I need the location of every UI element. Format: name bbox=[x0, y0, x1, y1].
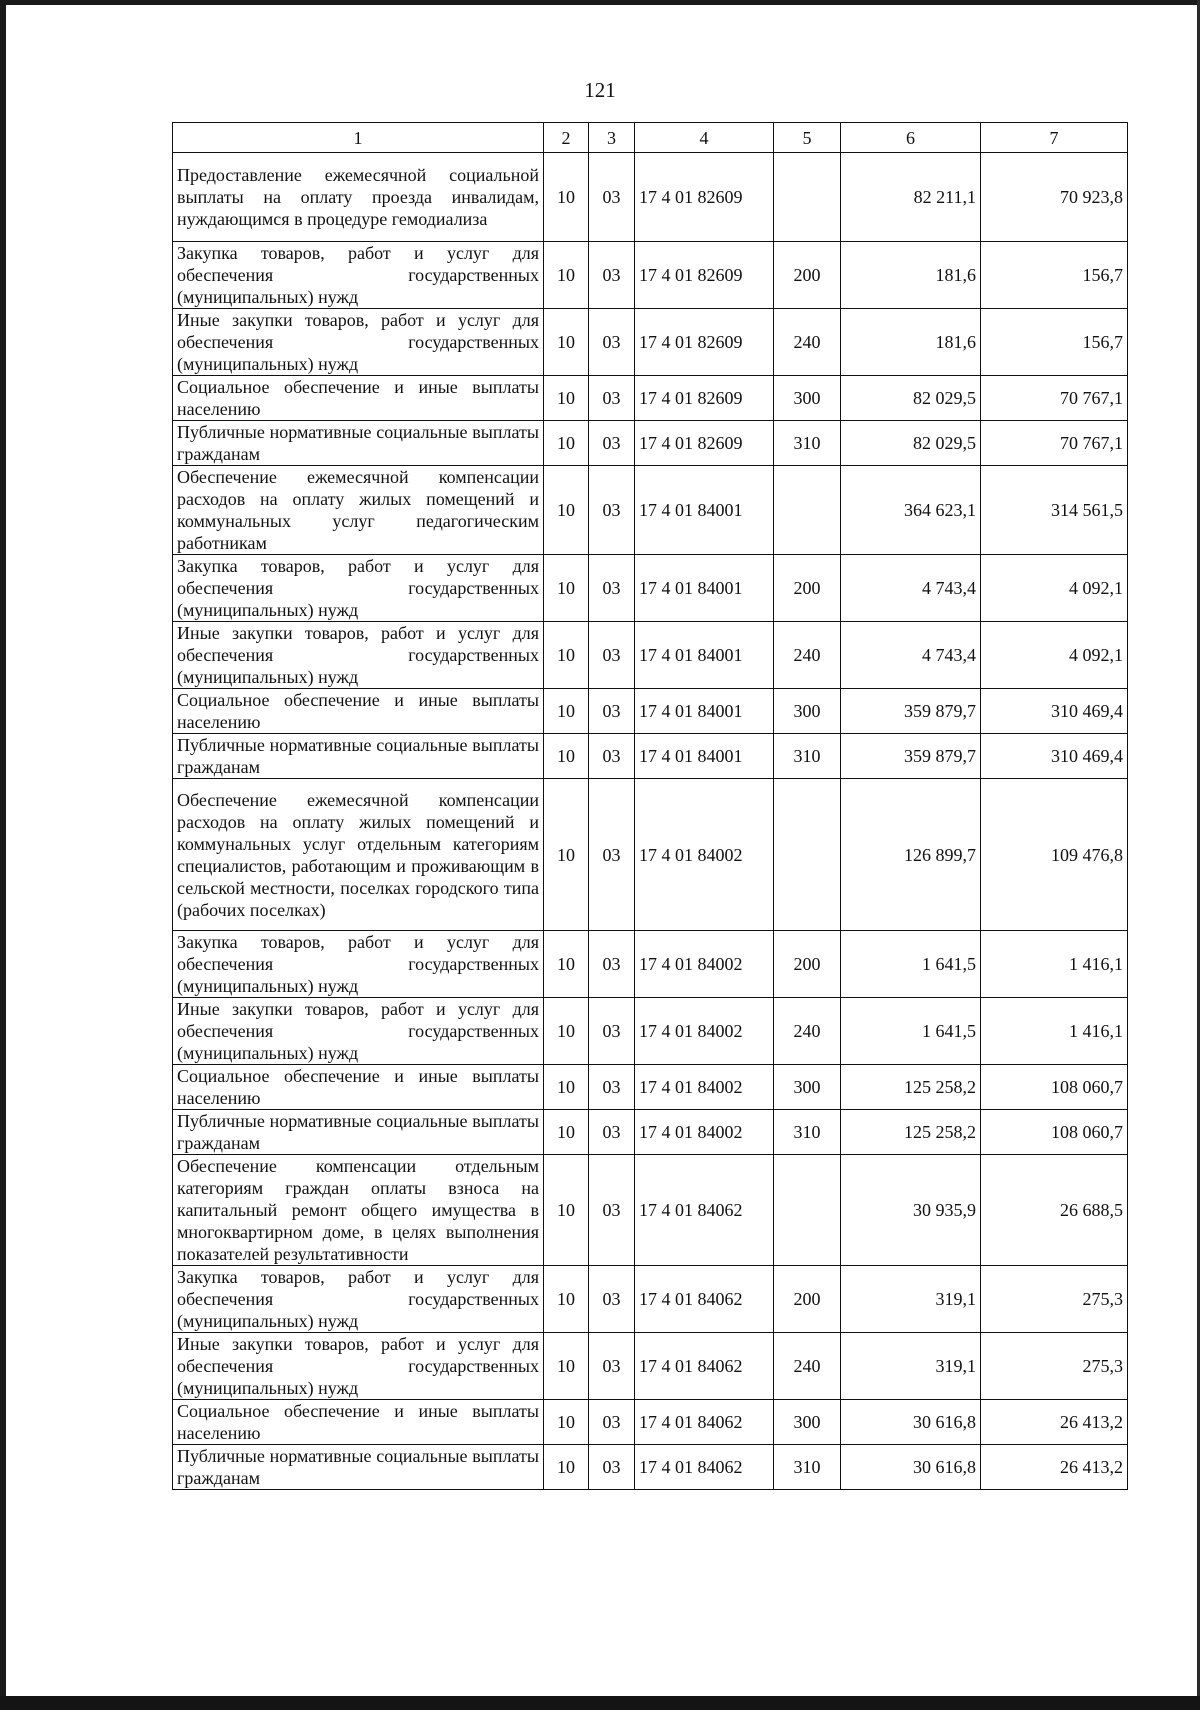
row-expense-type: 240 bbox=[774, 998, 841, 1065]
row-subsection-code: 03 bbox=[589, 779, 635, 931]
scan-edge-bottom bbox=[0, 1696, 1200, 1710]
table-row bbox=[173, 376, 1128, 421]
row-section-code: 10 bbox=[544, 622, 589, 689]
row-target-article: 17 4 01 82609 bbox=[635, 153, 774, 242]
row-target-article: 17 4 01 84001 bbox=[635, 689, 774, 734]
row-description: Публичные нормативные социальные выплаты гражданам bbox=[173, 734, 544, 779]
row-amount-col7: 26 413,2 bbox=[981, 1400, 1128, 1445]
row-subsection-code: 03 bbox=[589, 1065, 635, 1110]
table-row bbox=[173, 622, 1128, 689]
row-section-code: 10 bbox=[544, 466, 589, 555]
row-section-code: 10 bbox=[544, 153, 589, 242]
scan-edge-top bbox=[0, 0, 1200, 5]
row-description: Иные закупки товаров, работ и услуг для обеспечения государственных (муниципальных) нужд bbox=[173, 1333, 544, 1400]
row-subsection-code: 03 bbox=[589, 421, 635, 466]
row-subsection-code: 03 bbox=[589, 376, 635, 421]
row-subsection-code: 03 bbox=[589, 1445, 635, 1490]
row-amount-col7: 70 767,1 bbox=[981, 376, 1128, 421]
table-row bbox=[173, 1400, 1128, 1445]
row-subsection-code: 03 bbox=[589, 466, 635, 555]
row-target-article: 17 4 01 84062 bbox=[635, 1155, 774, 1266]
row-amount-col6: 82 029,5 bbox=[841, 376, 981, 421]
row-subsection-code: 03 bbox=[589, 689, 635, 734]
row-amount-col6: 319,1 bbox=[841, 1333, 981, 1400]
row-description: Социальное обеспечение и иные выплаты населению bbox=[173, 689, 544, 734]
row-section-code: 10 bbox=[544, 1266, 589, 1333]
table-header-row bbox=[173, 123, 1128, 153]
row-section-code: 10 bbox=[544, 998, 589, 1065]
row-amount-col7: 156,7 bbox=[981, 242, 1128, 309]
table-row bbox=[173, 421, 1128, 466]
row-description: Социальное обеспечение и иные выплаты населению bbox=[173, 376, 544, 421]
row-description: Обеспечение компенсации отдельным категориям граждан оплаты взноса на капитальный ремонт общего имущества в многоквартирном доме, в целях выполнения показателей результативности bbox=[173, 1155, 544, 1266]
header-col-7: 7 bbox=[981, 123, 1128, 153]
row-expense-type: 240 bbox=[774, 1333, 841, 1400]
row-subsection-code: 03 bbox=[589, 555, 635, 622]
row-amount-col6: 4 743,4 bbox=[841, 622, 981, 689]
row-section-code: 10 bbox=[544, 689, 589, 734]
row-target-article: 17 4 01 82609 bbox=[635, 242, 774, 309]
row-amount-col6: 30 935,9 bbox=[841, 1155, 981, 1266]
row-subsection-code: 03 bbox=[589, 1400, 635, 1445]
row-section-code: 10 bbox=[544, 1445, 589, 1490]
row-expense-type bbox=[774, 153, 841, 242]
header-col-3: 3 bbox=[589, 123, 635, 153]
row-section-code: 10 bbox=[544, 1155, 589, 1266]
row-section-code: 10 bbox=[544, 309, 589, 376]
row-description: Иные закупки товаров, работ и услуг для обеспечения государственных (муниципальных) нужд bbox=[173, 622, 544, 689]
row-amount-col6: 125 258,2 bbox=[841, 1110, 981, 1155]
row-amount-col6: 181,6 bbox=[841, 309, 981, 376]
row-description: Закупка товаров, работ и услуг для обеспечения государственных (муниципальных) нужд bbox=[173, 555, 544, 622]
row-subsection-code: 03 bbox=[589, 242, 635, 309]
row-expense-type: 300 bbox=[774, 376, 841, 421]
table-row bbox=[173, 555, 1128, 622]
row-section-code: 10 bbox=[544, 931, 589, 998]
table-row bbox=[173, 1445, 1128, 1490]
row-amount-col6: 82 211,1 bbox=[841, 153, 981, 242]
row-amount-col6: 1 641,5 bbox=[841, 931, 981, 998]
row-expense-type: 300 bbox=[774, 689, 841, 734]
row-target-article: 17 4 01 84002 bbox=[635, 1065, 774, 1110]
row-subsection-code: 03 bbox=[589, 734, 635, 779]
budget-table bbox=[172, 122, 1128, 1490]
row-amount-col7: 26 688,5 bbox=[981, 1155, 1128, 1266]
row-section-code: 10 bbox=[544, 1333, 589, 1400]
row-target-article: 17 4 01 84002 bbox=[635, 1110, 774, 1155]
row-amount-col7: 70 923,8 bbox=[981, 153, 1128, 242]
table-row bbox=[173, 309, 1128, 376]
row-description: Социальное обеспечение и иные выплаты населению bbox=[173, 1400, 544, 1445]
row-subsection-code: 03 bbox=[589, 1333, 635, 1400]
row-expense-type bbox=[774, 466, 841, 555]
table-row bbox=[173, 689, 1128, 734]
row-amount-col6: 359 879,7 bbox=[841, 689, 981, 734]
row-section-code: 10 bbox=[544, 555, 589, 622]
row-subsection-code: 03 bbox=[589, 998, 635, 1065]
table-row bbox=[173, 1065, 1128, 1110]
row-section-code: 10 bbox=[544, 1400, 589, 1445]
row-subsection-code: 03 bbox=[589, 153, 635, 242]
row-amount-col7: 4 092,1 bbox=[981, 555, 1128, 622]
row-subsection-code: 03 bbox=[589, 931, 635, 998]
row-description: Социальное обеспечение и иные выплаты населению bbox=[173, 1065, 544, 1110]
row-description: Предоставление ежемесячной социальной выплаты на оплату проезда инвалидам, нуждающимся в процедуре гемодиализа bbox=[173, 153, 544, 242]
row-expense-type: 310 bbox=[774, 421, 841, 466]
row-expense-type: 310 bbox=[774, 1110, 841, 1155]
row-description: Публичные нормативные социальные выплаты гражданам bbox=[173, 1445, 544, 1490]
row-section-code: 10 bbox=[544, 779, 589, 931]
header-col-6: 6 bbox=[841, 123, 981, 153]
row-expense-type: 240 bbox=[774, 622, 841, 689]
row-expense-type: 310 bbox=[774, 734, 841, 779]
row-expense-type: 300 bbox=[774, 1065, 841, 1110]
row-section-code: 10 bbox=[544, 376, 589, 421]
table-row bbox=[173, 734, 1128, 779]
row-amount-col7: 310 469,4 bbox=[981, 689, 1128, 734]
table-row bbox=[173, 1155, 1128, 1266]
row-subsection-code: 03 bbox=[589, 1155, 635, 1266]
row-target-article: 17 4 01 84062 bbox=[635, 1400, 774, 1445]
row-target-article: 17 4 01 84001 bbox=[635, 466, 774, 555]
row-section-code: 10 bbox=[544, 242, 589, 309]
row-target-article: 17 4 01 82609 bbox=[635, 421, 774, 466]
row-target-article: 17 4 01 84002 bbox=[635, 998, 774, 1065]
row-target-article: 17 4 01 84062 bbox=[635, 1445, 774, 1490]
row-target-article: 17 4 01 84001 bbox=[635, 555, 774, 622]
row-description: Публичные нормативные социальные выплаты гражданам bbox=[173, 421, 544, 466]
row-description: Обеспечение ежемесячной компенсации расходов на оплату жилых помещений и коммунальных услуг отдельным категориям специалистов, работающим и проживающим в сельской местности, поселках городского типа (рабочих поселках) bbox=[173, 779, 544, 931]
row-expense-type: 310 bbox=[774, 1445, 841, 1490]
row-amount-col7: 108 060,7 bbox=[981, 1065, 1128, 1110]
header-col-4: 4 bbox=[635, 123, 774, 153]
row-description: Иные закупки товаров, работ и услуг для обеспечения государственных (муниципальных) нужд bbox=[173, 309, 544, 376]
row-amount-col6: 30 616,8 bbox=[841, 1400, 981, 1445]
row-subsection-code: 03 bbox=[589, 1266, 635, 1333]
header-col-1: 1 bbox=[173, 123, 544, 153]
row-amount-col6: 82 029,5 bbox=[841, 421, 981, 466]
row-amount-col7: 314 561,5 bbox=[981, 466, 1128, 555]
row-expense-type: 200 bbox=[774, 931, 841, 998]
row-expense-type: 200 bbox=[774, 1266, 841, 1333]
row-amount-col7: 109 476,8 bbox=[981, 779, 1128, 931]
row-amount-col7: 275,3 bbox=[981, 1266, 1128, 1333]
row-target-article: 17 4 01 84001 bbox=[635, 622, 774, 689]
row-target-article: 17 4 01 82609 bbox=[635, 376, 774, 421]
row-target-article: 17 4 01 84002 bbox=[635, 931, 774, 998]
row-amount-col6: 125 258,2 bbox=[841, 1065, 981, 1110]
page-number: 121 bbox=[584, 78, 616, 102]
table-row bbox=[173, 998, 1128, 1065]
row-amount-col6: 1 641,5 bbox=[841, 998, 981, 1065]
row-expense-type: 200 bbox=[774, 242, 841, 309]
row-description: Иные закупки товаров, работ и услуг для обеспечения государственных (муниципальных) нужд bbox=[173, 998, 544, 1065]
table-row bbox=[173, 1266, 1128, 1333]
row-amount-col7: 4 092,1 bbox=[981, 622, 1128, 689]
scan-edge-left bbox=[0, 0, 6, 1710]
row-target-article: 17 4 01 84062 bbox=[635, 1333, 774, 1400]
table-row bbox=[173, 1110, 1128, 1155]
row-expense-type bbox=[774, 779, 841, 931]
row-description: Закупка товаров, работ и услуг для обеспечения государственных (муниципальных) нужд bbox=[173, 1266, 544, 1333]
header-col-5: 5 bbox=[774, 123, 841, 153]
row-description: Закупка товаров, работ и услуг для обеспечения государственных (муниципальных) нужд bbox=[173, 931, 544, 998]
table-row bbox=[173, 1333, 1128, 1400]
row-expense-type: 240 bbox=[774, 309, 841, 376]
row-expense-type bbox=[774, 1155, 841, 1266]
row-subsection-code: 03 bbox=[589, 309, 635, 376]
row-amount-col6: 30 616,8 bbox=[841, 1445, 981, 1490]
row-subsection-code: 03 bbox=[589, 622, 635, 689]
row-amount-col6: 181,6 bbox=[841, 242, 981, 309]
row-target-article: 17 4 01 84062 bbox=[635, 1266, 774, 1333]
header-col-2: 2 bbox=[544, 123, 589, 153]
row-amount-col6: 359 879,7 bbox=[841, 734, 981, 779]
row-section-code: 10 bbox=[544, 1065, 589, 1110]
table-row bbox=[173, 779, 1128, 931]
row-description: Обеспечение ежемесячной компенсации расходов на оплату жилых помещений и коммунальных услуг педагогическим работникам bbox=[173, 466, 544, 555]
row-amount-col6: 126 899,7 bbox=[841, 779, 981, 931]
row-amount-col7: 275,3 bbox=[981, 1333, 1128, 1400]
row-amount-col6: 4 743,4 bbox=[841, 555, 981, 622]
row-amount-col7: 108 060,7 bbox=[981, 1110, 1128, 1155]
table-row bbox=[173, 242, 1128, 309]
row-section-code: 10 bbox=[544, 734, 589, 779]
table-row bbox=[173, 153, 1128, 242]
row-amount-col6: 319,1 bbox=[841, 1266, 981, 1333]
row-amount-col6: 364 623,1 bbox=[841, 466, 981, 555]
table-row bbox=[173, 466, 1128, 555]
row-amount-col7: 1 416,1 bbox=[981, 931, 1128, 998]
row-expense-type: 300 bbox=[774, 1400, 841, 1445]
row-subsection-code: 03 bbox=[589, 1110, 635, 1155]
row-section-code: 10 bbox=[544, 421, 589, 466]
row-description: Публичные нормативные социальные выплаты гражданам bbox=[173, 1110, 544, 1155]
row-amount-col7: 1 416,1 bbox=[981, 998, 1128, 1065]
row-section-code: 10 bbox=[544, 1110, 589, 1155]
row-target-article: 17 4 01 82609 bbox=[635, 309, 774, 376]
row-target-article: 17 4 01 84002 bbox=[635, 779, 774, 931]
table-row bbox=[173, 931, 1128, 998]
row-amount-col7: 26 413,2 bbox=[981, 1445, 1128, 1490]
row-expense-type: 200 bbox=[774, 555, 841, 622]
row-amount-col7: 156,7 bbox=[981, 309, 1128, 376]
row-amount-col7: 310 469,4 bbox=[981, 734, 1128, 779]
row-description: Закупка товаров, работ и услуг для обеспечения государственных (муниципальных) нужд bbox=[173, 242, 544, 309]
row-target-article: 17 4 01 84001 bbox=[635, 734, 774, 779]
table-body bbox=[173, 153, 1128, 1490]
row-amount-col7: 70 767,1 bbox=[981, 421, 1128, 466]
